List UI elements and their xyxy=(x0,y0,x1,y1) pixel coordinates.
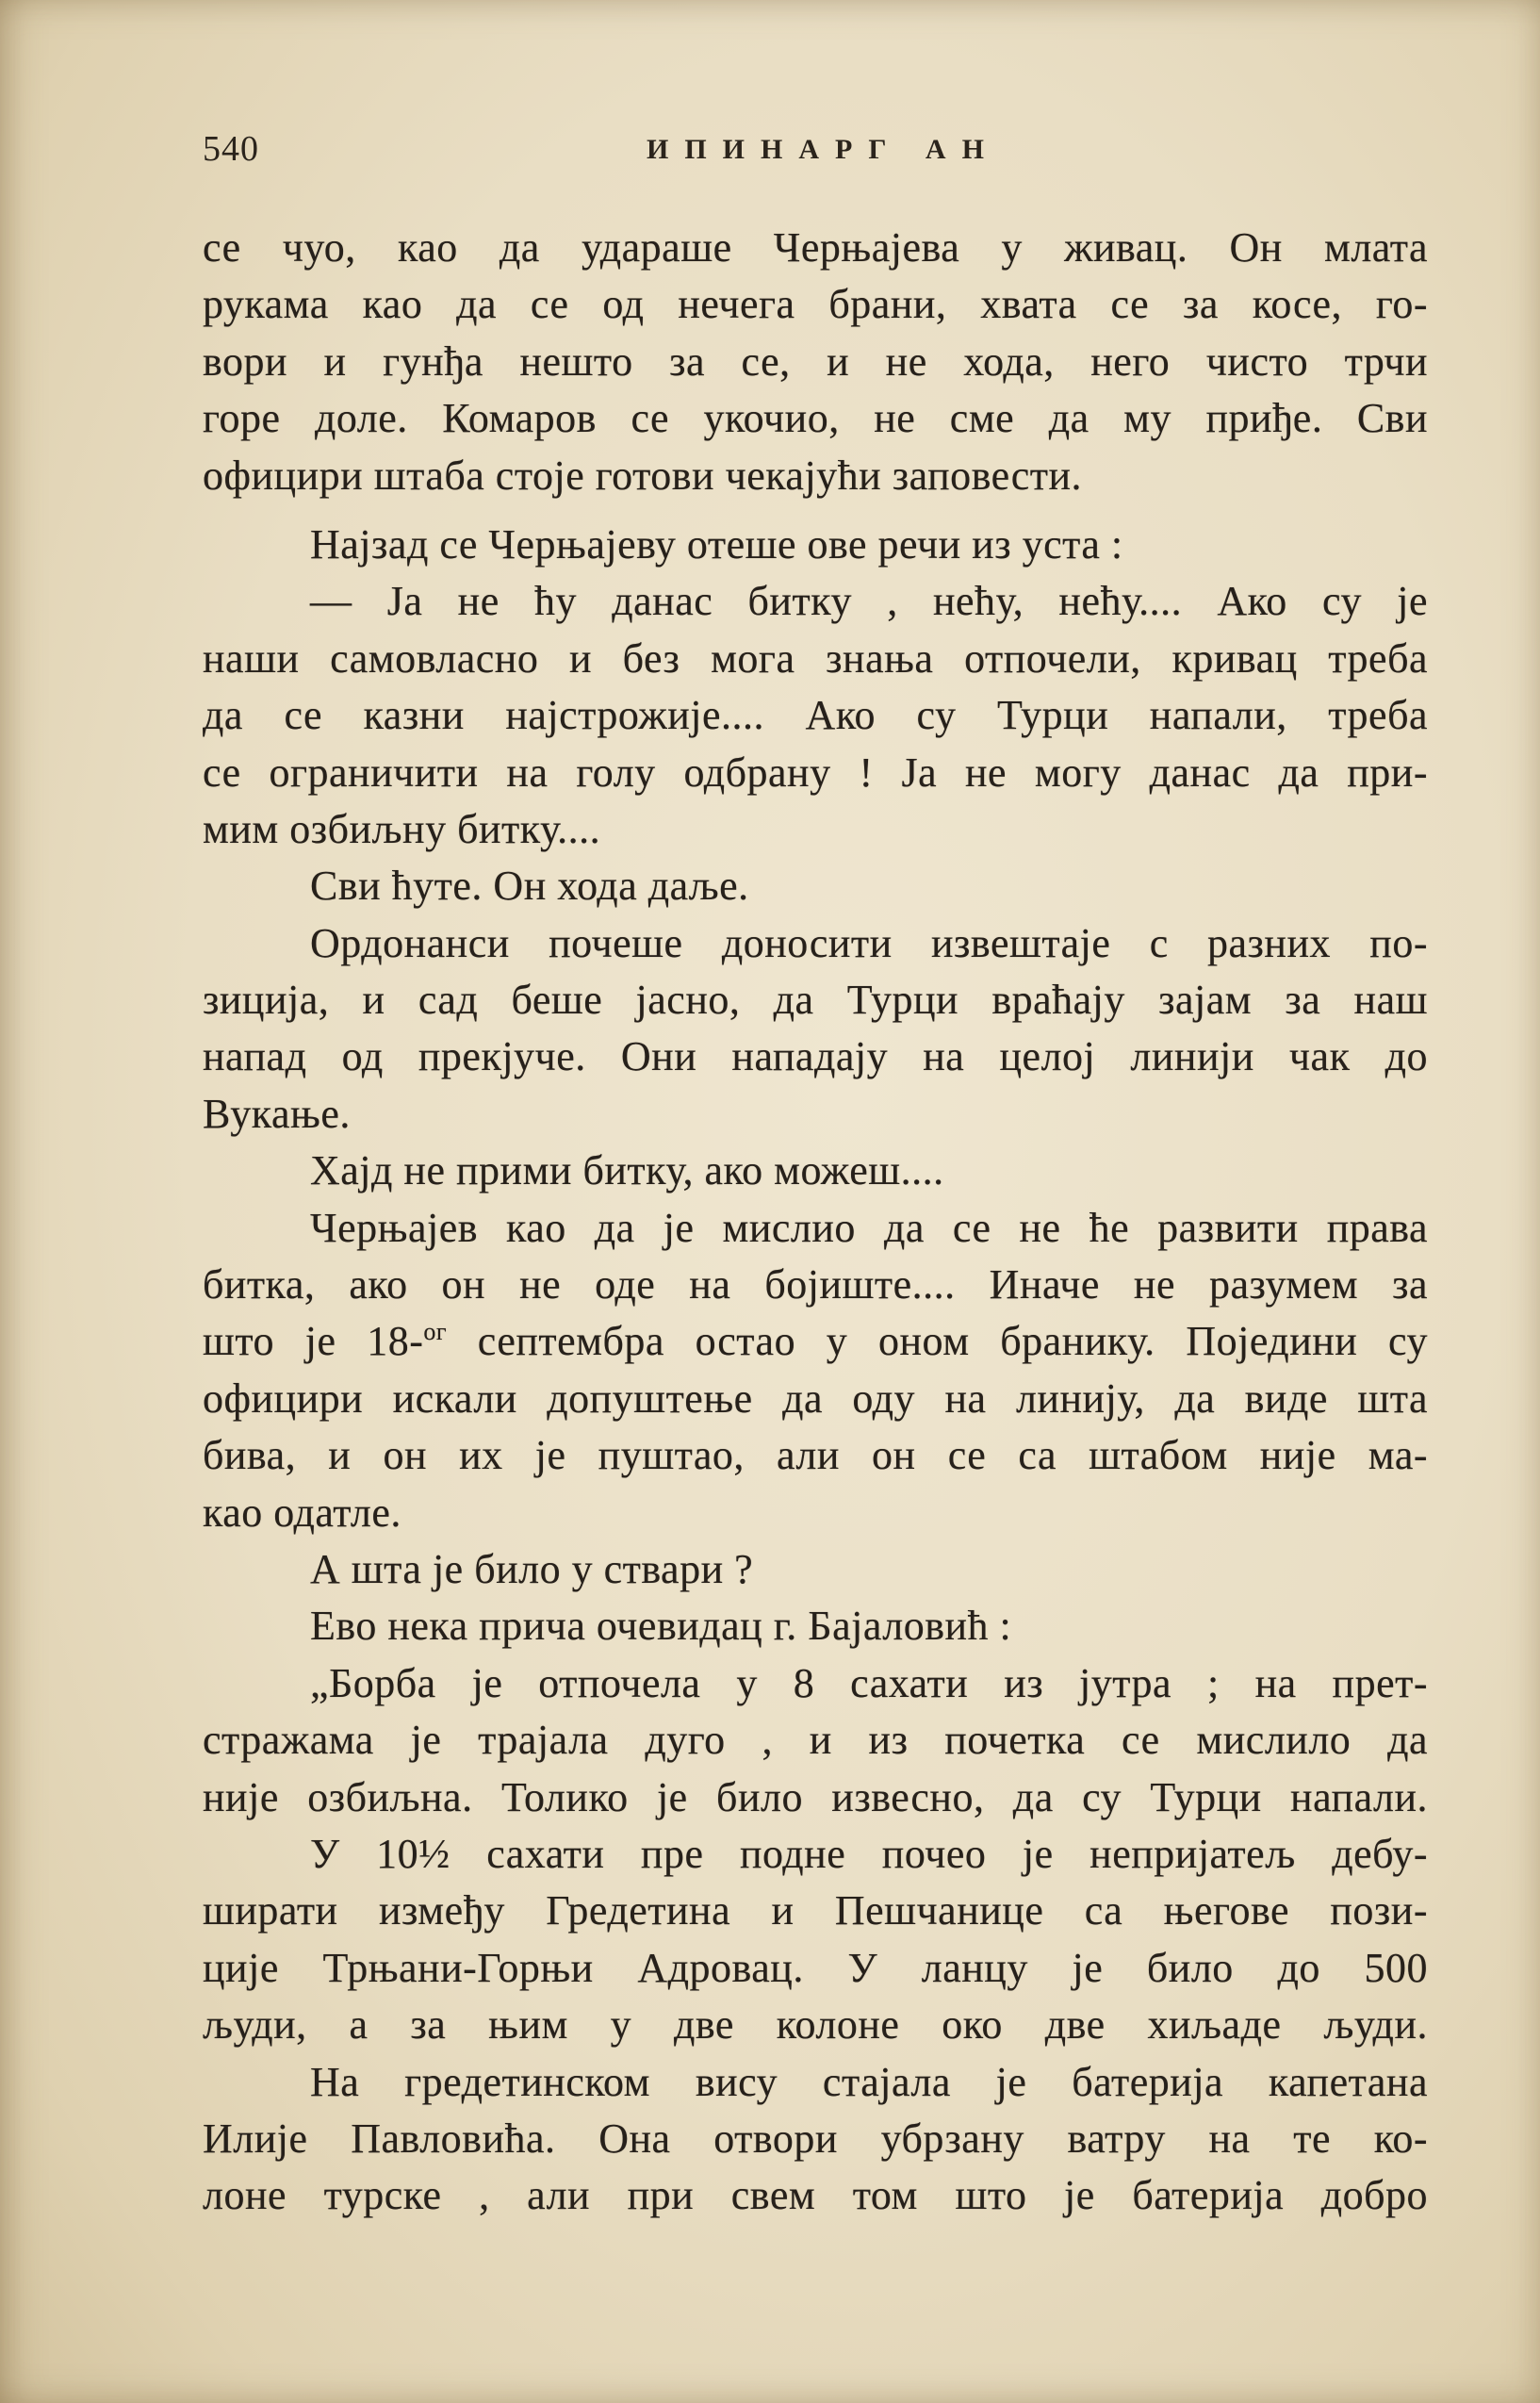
superscript-ordinal: ог xyxy=(423,1318,448,1346)
text-line: стражама је трајала дуго , и из почетка се мислило да xyxy=(203,1717,1428,1764)
text-line: рукама као да се од нечега брани, хвата се за косе, го- xyxy=(203,281,1428,328)
text-line: официри искали допуштење да оду на линију, да виде шта xyxy=(203,1374,1428,1422)
text-line xyxy=(203,1313,1428,1370)
text-line: битка, ако он не оде на бојиште.... Иначе не разумем за xyxy=(203,1261,1428,1308)
text-line: као одатле. xyxy=(203,1489,401,1536)
text-line: Најзад се Черњајеву отеше ове речи из уста : xyxy=(310,520,1123,568)
text-line-part: септембра остао у оном бранику. Поједини су xyxy=(447,1318,1428,1365)
text-line: ширати између Гредетина и Пешчанице са његове пози- xyxy=(203,1887,1428,1934)
text-line: На гредетинском вису стајала је батерија капетана xyxy=(310,2058,1428,2105)
text-line: мим озбиљну битку.... xyxy=(203,805,601,852)
text-line: А шта је било у ствари ? xyxy=(310,1545,754,1592)
text-line: горе доле. Комаров се укочио, не сме да му приђе. Сви xyxy=(203,395,1428,442)
text-line: Хајд не прими битку, ако можеш.... xyxy=(310,1147,944,1194)
text-line: Черњајев као да је мислио да се не ће развити права xyxy=(310,1204,1428,1251)
text-line: бива, и он их је пуштао, али он се са штабом није ма- xyxy=(203,1432,1428,1479)
text-line: лоне турске , али при свем том што је батерија добро xyxy=(203,2172,1428,2219)
running-title: ИПИНАРГ АН xyxy=(647,134,1000,165)
text-line: Сви ћуте. Он хода даље. xyxy=(310,863,749,910)
text-line: официри штаба стоје готови чекајући заповести. xyxy=(203,452,1083,499)
text-line: зиција, и сад беше јасно, да Турци враћају зајам за наш xyxy=(203,977,1428,1024)
text-line: Вукање. xyxy=(203,1090,351,1137)
text-line: се чуо, као да удараше Черњајева у живац. Он млата xyxy=(203,224,1428,271)
text-line: вори и гунђа нешто за се, и не хода, него чисто трчи xyxy=(203,337,1428,385)
text-line: Ево нека прича очевидац г. Бајаловић : xyxy=(310,1603,1012,1650)
text-line: ције Трњани-Горњи Адровац. У ланцу је било до 500 xyxy=(203,1944,1428,1991)
text-line: — Ја не ћу данас битку , нећу, нећу.... Ако су је xyxy=(310,578,1428,625)
text-line-part: што је 18- xyxy=(203,1318,424,1365)
text-line: У 10½ сахати пре подне почео је непријатељ дебу- xyxy=(310,1830,1428,1877)
page-number: 540 xyxy=(203,129,259,169)
text-line: људи, а за њим у две колоне око две хиљаде људи. xyxy=(203,2001,1428,2049)
text-line: није озбиљна. Толико је било извесно, да су Турци напали. xyxy=(203,1773,1428,1820)
text-line: наши самовласно и без мога знања отпочели, кривац треба xyxy=(203,634,1428,682)
text-line: „Борба је отпочела у 8 сахати из јутра ; на прет- xyxy=(310,1659,1428,1706)
text-line: се ограничити на голу одбрану ! Ја не могу данас да при- xyxy=(203,749,1428,796)
text-line: Илије Павловића. Она отвори убрзану ватру на те ко- xyxy=(203,2115,1428,2162)
text-line: Ордонанси почеше доносити извештаје с разних по- xyxy=(310,919,1428,966)
text-line: напад од прекјуче. Они нападају на целој линији чак до xyxy=(203,1033,1428,1080)
page-text xyxy=(203,220,1428,2225)
text-line: да се казни најстрожије.... Ако су Турци напали, треба xyxy=(203,692,1428,739)
